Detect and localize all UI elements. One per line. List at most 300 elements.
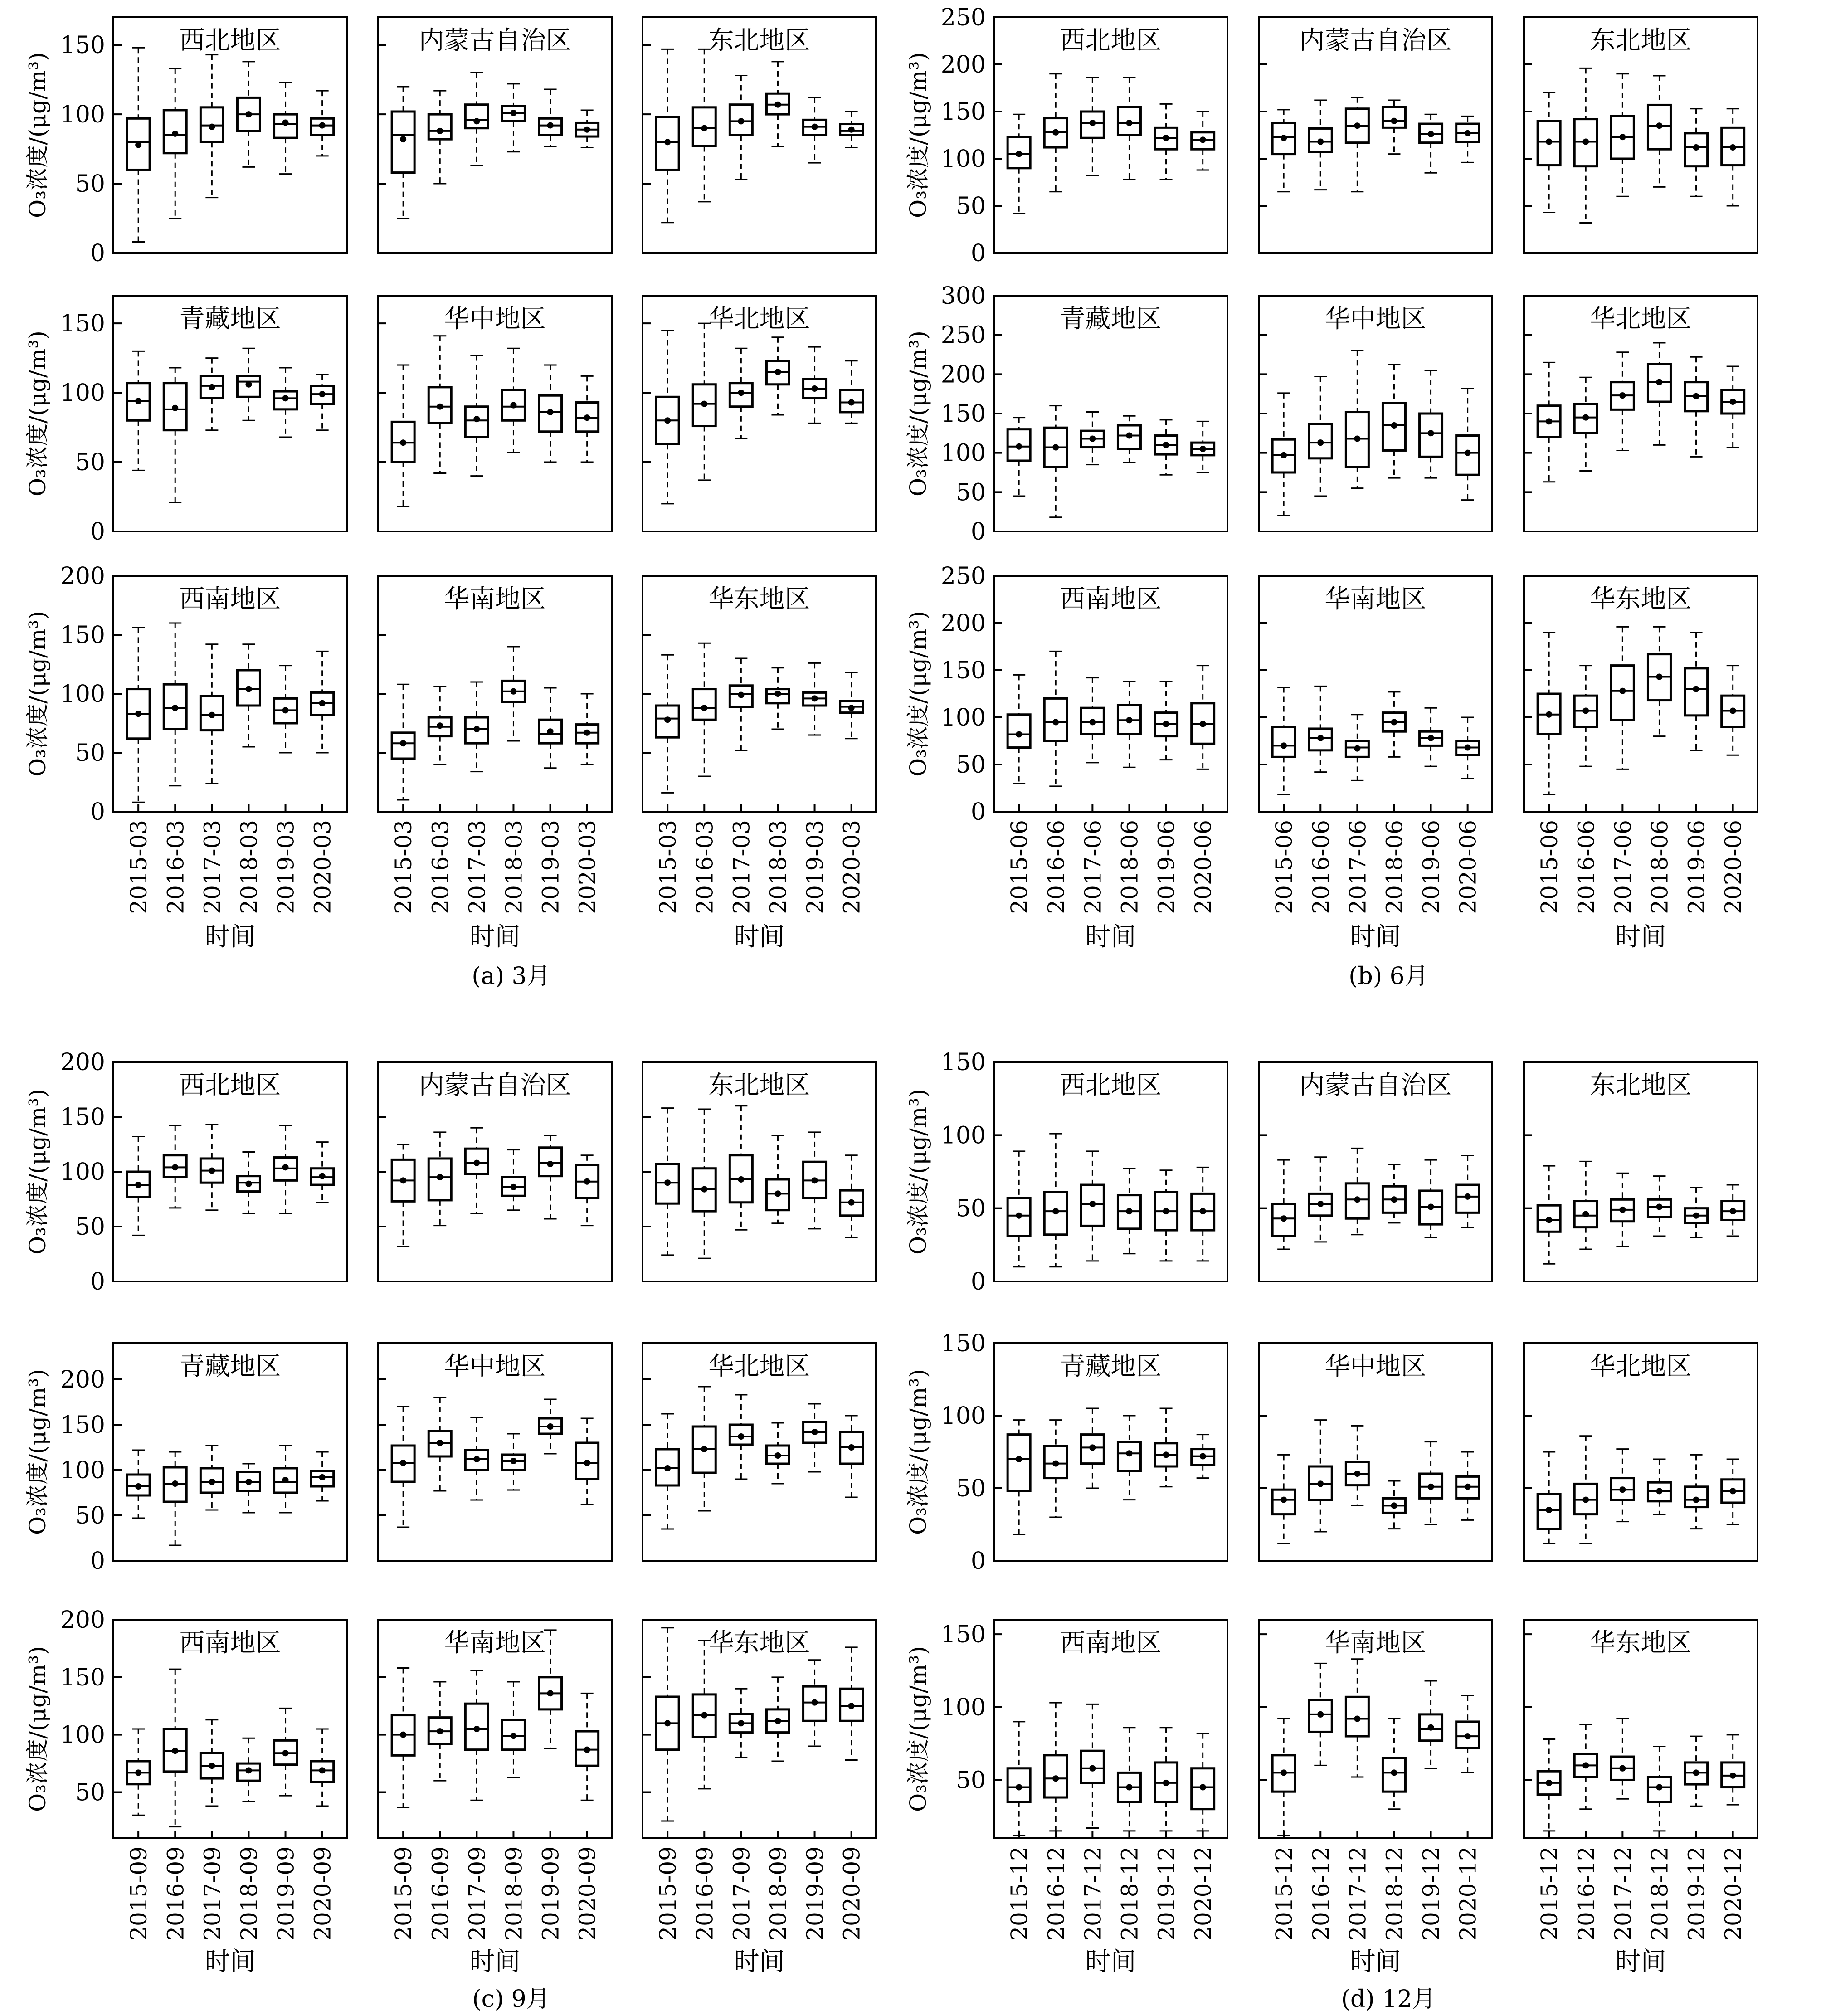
fig-a-panel-1-1-box-3-mean (510, 402, 516, 409)
fig-b-panel-1-0-box-0-mean (1016, 443, 1022, 450)
fig-d-panel-2-1-box-2-xtick-label: 2017-12 (1344, 1846, 1371, 1941)
fig-d-panel-2-1-box-3-mean (1391, 1769, 1397, 1776)
fig-a-panel-2-1-box-3-mean (510, 688, 516, 695)
fig-a-panel-2-2-box-3-mean (774, 691, 781, 697)
fig-d-panel-2-1-box-4-xtick-label: 2019-12 (1418, 1846, 1445, 1941)
fig-d-panel-1-0-ytick-label: 100 (940, 1402, 986, 1430)
fig-a-panel-0-2-box-0-mean (664, 139, 671, 145)
fig-c-panel-0-0-title: 西北地区 (179, 1071, 281, 1100)
fig-b-panel-2-0-ylabel: O₃浓度/(μg/m³) (905, 611, 931, 777)
fig-a-panel-2-0-box-5-mean (319, 700, 326, 706)
fig-a-panel-2-2-xlabel: 时间 (734, 922, 785, 952)
fig-d-panel-0-1-box-4-mean (1428, 1203, 1434, 1210)
fig-b-panel-2-0-box-2-mean (1089, 719, 1096, 725)
fig-c-panel-2-0-ylabel: O₃浓度/(μg/m³) (24, 1646, 51, 1812)
fig-a-panel-2-1-box-5-mean (584, 730, 590, 736)
fig-a-panel-2-0-box-5-xtick-label: 2020-03 (309, 820, 336, 914)
fig-c-panel-0-0-ytick-label: 100 (60, 1159, 105, 1186)
fig-d-panel-1-0-ylabel: O₃浓度/(μg/m³) (905, 1369, 931, 1535)
fig-b-panel-2-0-box-5-mean (1200, 721, 1206, 727)
fig-c-panel-1-1-title: 华中地区 (444, 1352, 546, 1381)
fig-a-panel-1-2-box-4-mean (812, 385, 818, 392)
fig-b-panel-2-0-box-0-mean (1016, 731, 1022, 737)
fig-d-panel-1-0-ytick-label: 150 (940, 1330, 986, 1357)
fig-a-panel-1-1-box-4-mean (547, 409, 554, 415)
fig-b-panel-1-1-title: 华中地区 (1324, 304, 1427, 334)
fig-c-panel-2-1-box-3-mean (510, 1733, 516, 1739)
fig-c-panel-2-2-box-3-xtick-label: 2018-09 (765, 1846, 792, 1941)
fig-d-panel-2-1-box-0-mean (1281, 1769, 1287, 1776)
fig-c-panel-0-2-title: 东北地区 (708, 1071, 810, 1100)
fig-b-panel-0-0-box-3-mean (1126, 120, 1132, 126)
fig-a-panel-2-0-box-0-xtick-label: 2015-03 (126, 820, 152, 914)
fig-b-panel-0-0-ytick-label: 250 (940, 4, 986, 31)
fig-b-caption: (b) 6月 (1349, 963, 1428, 990)
fig-d-panel-2-1-box-0-xtick-label: 2015-12 (1271, 1846, 1298, 1941)
fig-d-panel-2-1-box-1-xtick-label: 2016-12 (1308, 1846, 1334, 1941)
fig-c-panel-2-0-ytick-label: 50 (75, 1779, 105, 1807)
fig-b-panel-2-2-box-3-mean (1656, 674, 1662, 680)
fig-c-panel-2-1-box-2-mean (473, 1726, 480, 1732)
fig-a-panel-0-0-ytick-label: 100 (60, 101, 105, 129)
fig-a-panel-1-0-box-2-mean (209, 384, 215, 390)
fig-c-panel-0-0-box-0-mean (135, 1182, 141, 1188)
fig-b-panel-2-2-box-0-mean (1546, 711, 1552, 718)
fig-b-panel-2-2-box-0-xtick-label: 2015-06 (1536, 820, 1563, 914)
fig-b-panel-2-1-box-3-mean (1391, 719, 1397, 725)
fig-d-panel-1-0-title: 青藏地区 (1060, 1352, 1162, 1381)
fig-a-panel-2-0-ytick-label: 150 (60, 622, 105, 649)
fig-a-panel-2-2-box-1-mean (701, 705, 707, 711)
fig-c-caption: (c) 9月 (472, 1986, 550, 2013)
fig-a-panel-0-1-box-1-mean (437, 128, 443, 134)
fig-a-panel-1-0-ytick-label: 0 (90, 518, 105, 545)
fig-a-panel-1-0-ytick-label: 50 (75, 449, 105, 477)
fig-d-panel-1-1-box-0-mean (1281, 1497, 1287, 1503)
fig-a-panel-0-0-box-3-mean (245, 111, 252, 117)
fig-b-panel-2-0-box-0-xtick-label: 2015-06 (1006, 820, 1033, 914)
fig-c-panel-0-2-box-5-mean (848, 1199, 855, 1206)
fig-c-panel-2-2-xlabel: 时间 (734, 1947, 785, 1977)
fig-b-panel-2-0-ytick-label: 150 (940, 657, 986, 684)
fig-a-panel-2-1-box-2-mean (473, 726, 480, 732)
fig-b-panel-1-0-title: 青藏地区 (1060, 304, 1162, 334)
fig-b-panel-1-0-ytick-label: 0 (970, 518, 986, 545)
fig-a-panel-2-1-box-2-xtick-label: 2017-03 (464, 820, 491, 914)
fig-c-panel-2-0-title: 西南地区 (179, 1628, 281, 1658)
fig-b-panel-1-0-ytick-label: 300 (940, 282, 986, 310)
fig-a-panel-0-2-title: 东北地区 (708, 26, 810, 55)
fig-d-panel-2-0-box-2-mean (1089, 1765, 1096, 1772)
fig-c-panel-2-1-box-4-xtick-label: 2019-09 (537, 1846, 564, 1941)
fig-b-panel-0-0-ytick-label: 150 (940, 98, 986, 126)
fig-d-panel-2-0-ylabel: O₃浓度/(μg/m³) (905, 1646, 931, 1812)
fig-c-panel-1-1-box-2-mean (473, 1456, 480, 1462)
fig-a-panel-1-0-ytick-label: 100 (60, 380, 105, 407)
fig-c-panel-2-0-box-1-xtick-label: 2016-09 (162, 1846, 189, 1941)
fig-b-panel-2-0-box-5-xtick-label: 2020-06 (1190, 820, 1217, 914)
fig-d-panel-0-0-box-4-mean (1163, 1208, 1169, 1214)
fig-d-panel-1-0-box-4-mean (1163, 1451, 1169, 1458)
fig-c-panel-2-0-ytick-label: 100 (60, 1721, 105, 1749)
fig-c-panel-0-0-ytick-label: 150 (60, 1104, 105, 1131)
fig-a-panel-2-2-box-2-mean (738, 692, 744, 698)
fig-d-panel-2-0-box-0-xtick-label: 2015-12 (1006, 1846, 1033, 1941)
fig-d-panel-2-1-box-5-xtick-label: 2020-12 (1455, 1846, 1481, 1941)
fig-a-panel-2-2-box-1-iqr (693, 689, 716, 720)
fig-a-panel-0-2-box-2-mean (738, 118, 744, 124)
fig-a-panel-2-0-ytick-label: 200 (60, 563, 105, 590)
fig-d-panel-1-2-box-0-mean (1546, 1507, 1552, 1513)
fig-d-panel-2-0-ytick-label: 100 (940, 1694, 986, 1721)
fig-c-panel-2-2-box-2-xtick-label: 2017-09 (728, 1846, 755, 1941)
fig-a-panel-1-2-box-5-mean (848, 399, 855, 406)
fig-d-panel-1-0-box-1-mean (1052, 1461, 1059, 1467)
fig-d-panel-2-0-box-5-xtick-label: 2020-12 (1190, 1846, 1217, 1941)
fig-c-panel-0-1-box-2-mean (473, 1160, 480, 1166)
fig-b-panel-1-1-box-5-mean (1465, 450, 1471, 456)
fig-b-panel-2-1-box-4-mean (1428, 735, 1434, 741)
fig-c-panel-2-0-box-1-mean (172, 1748, 178, 1754)
fig-a-panel-1-0-box-0-mean (135, 398, 141, 404)
fig-c-panel-2-2-box-0-mean (664, 1720, 671, 1726)
fig-a-panel-1-2-box-2-mean (738, 390, 744, 396)
fig-b-panel-2-2-box-1-mean (1582, 707, 1589, 714)
fig-a-panel-2-1-xlabel: 时间 (469, 922, 521, 952)
fig-c-panel-0-0-box-1-mean (172, 1164, 178, 1170)
fig-d-panel-0-2-box-1-mean (1582, 1211, 1589, 1217)
fig-c-panel-1-0-ytick-label: 50 (75, 1502, 105, 1529)
fig-b-panel-2-2-box-4-mean (1693, 686, 1699, 692)
fig-d-panel-2-0-ytick-label: 50 (955, 1767, 986, 1794)
fig-b-panel-2-1-box-5-xtick-label: 2020-06 (1455, 820, 1481, 914)
fig-c-panel-2-1-box-3-xtick-label: 2018-09 (501, 1846, 527, 1941)
fig-c-panel-2-0-box-3-xtick-label: 2018-09 (236, 1846, 263, 1941)
fig-c-panel-2-1-box-1-mean (437, 1728, 443, 1734)
fig-d-panel-0-1-box-3-mean (1391, 1196, 1397, 1203)
fig-b-panel-1-2-box-4-mean (1693, 393, 1699, 399)
fig-b-panel-0-2-title: 东北地区 (1590, 26, 1692, 55)
fig-b-panel-2-1-box-0-mean (1281, 742, 1287, 749)
fig-a-panel-0-0-ytick-label: 0 (90, 240, 105, 267)
fig-a-panel-0-0-box-4-mean (282, 119, 289, 126)
fig-a-panel-2-1-box-3-xtick-label: 2018-03 (501, 820, 527, 914)
fig-c-panel-2-2-box-0-xtick-label: 2015-09 (655, 1846, 682, 1941)
fig-b-panel-2-0-ytick-label: 0 (970, 799, 986, 826)
fig-b-panel-2-2-box-5-xtick-label: 2020-06 (1720, 820, 1747, 914)
fig-d-panel-1-0-box-2-mean (1089, 1444, 1096, 1451)
fig-b-panel-2-0-ytick-label: 250 (940, 563, 986, 590)
fig-b-panel-2-1-box-2-xtick-label: 2017-06 (1344, 820, 1371, 914)
fig-a-panel-2-2-box-4-xtick-label: 2019-03 (802, 820, 828, 914)
fig-a-panel-2-0-box-3-mean (245, 686, 252, 692)
fig-c-panel-1-1-box-1-mean (437, 1440, 443, 1446)
fig-b-panel-1-2-box-2-mean (1619, 392, 1626, 399)
fig-b-panel-2-1-xlabel: 时间 (1350, 922, 1401, 952)
fig-b-panel-0-2-box-1-mean (1582, 139, 1589, 145)
fig-d-panel-0-2-box-5-mean (1730, 1208, 1736, 1214)
fig-a-panel-0-1-box-1-iqr (428, 114, 451, 139)
fig-d-panel-1-2-box-3-mean (1656, 1488, 1662, 1494)
fig-c-panel-2-1-box-5-xtick-label: 2020-09 (574, 1846, 601, 1941)
fig-d-panel-1-1-box-1-mean (1317, 1480, 1324, 1487)
fig-d-panel-2-2-box-0-xtick-label: 2015-12 (1536, 1846, 1563, 1941)
fig-a-panel-2-1-box-1-xtick-label: 2016-03 (427, 820, 454, 914)
fig-d-panel-2-2-box-5-mean (1730, 1773, 1736, 1779)
fig-a-panel-1-1-box-1-mean (437, 404, 443, 410)
fig-c-panel-1-2-box-1-mean (701, 1446, 707, 1452)
fig-b-panel-1-0-box-5-mean (1200, 446, 1206, 452)
fig-d-panel-2-2-box-1-mean (1582, 1762, 1589, 1768)
fig-b-panel-2-1-box-2-mean (1354, 745, 1360, 752)
fig-d-panel-1-0-box-3-mean (1126, 1450, 1132, 1456)
fig-b-panel-2-0-box-4-mean (1163, 721, 1169, 727)
fig-d-caption: (d) 12月 (1341, 1986, 1436, 2013)
fig-b-panel-0-0-box-2-mean (1089, 120, 1096, 126)
fig-c-panel-2-1-title: 华南地区 (444, 1628, 546, 1658)
fig-c-panel-2-1-box-2-xtick-label: 2017-09 (464, 1846, 491, 1941)
fig-d-panel-2-2-box-2-mean (1619, 1765, 1626, 1772)
fig-d-panel-0-0-box-0-mean (1016, 1213, 1022, 1219)
fig-a-panel-2-1-box-0-mean (400, 740, 406, 746)
fig-a-panel-2-2-title: 华东地区 (708, 584, 810, 614)
fig-c-panel-2-2-box-1-xtick-label: 2016-09 (691, 1846, 718, 1941)
fig-b-panel-2-0-xlabel: 时间 (1085, 922, 1136, 952)
fig-d-panel-1-0-ytick-label: 50 (955, 1475, 986, 1502)
fig-a-panel-2-0-box-4-mean (282, 707, 289, 713)
fig-b-panel-2-1-title: 华南地区 (1324, 584, 1427, 614)
fig-b-panel-2-2-xlabel: 时间 (1615, 922, 1666, 952)
fig-b-panel-1-0-ytick-label: 200 (940, 361, 986, 389)
fig-b-panel-2-2-box-2-mean (1619, 688, 1626, 694)
fig-b-panel-0-1-box-3-mean (1391, 118, 1397, 124)
fig-c-panel-2-0-box-0-xtick-label: 2015-09 (126, 1846, 152, 1941)
fig-a-panel-2-0-box-2-xtick-label: 2017-03 (199, 820, 226, 914)
fig-d-panel-1-1-box-3-mean (1391, 1502, 1397, 1509)
fig-d-panel-2-0-box-0-mean (1016, 1784, 1022, 1791)
fig-c-panel-0-1-box-0-mean (400, 1177, 406, 1183)
fig-a-panel-2-0-box-2-mean (209, 712, 215, 718)
fig-d-panel-0-0-ytick-label: 0 (970, 1268, 986, 1295)
fig-b-panel-2-0-box-3-mean (1126, 717, 1132, 723)
fig-a-panel-0-1-box-2-mean (473, 118, 480, 124)
fig-c-panel-2-0-box-4-mean (282, 1750, 289, 1756)
fig-b-panel-0-2-box-4-mean (1693, 144, 1699, 151)
fig-b-panel-0-1-box-4-mean (1428, 131, 1434, 137)
fig-c-panel-2-0-box-5-xtick-label: 2020-09 (309, 1846, 336, 1941)
fig-c-panel-1-0-title: 青藏地区 (179, 1352, 281, 1381)
fig-b-panel-2-0-box-1-mean (1052, 719, 1059, 725)
fig-d-panel-2-2-box-3-xtick-label: 2018-12 (1646, 1846, 1673, 1941)
fig-b-panel-0-0-box-1-mean (1052, 129, 1059, 136)
fig-c-panel-2-2-box-4-mean (812, 1699, 818, 1706)
fig-d-panel-2-1-box-2-mean (1354, 1716, 1360, 1722)
fig-d-panel-0-0-box-1-mean (1052, 1208, 1059, 1214)
fig-c-panel-2-2-title: 华东地区 (708, 1628, 810, 1658)
fig-d-panel-2-0-box-3-xtick-label: 2018-12 (1116, 1846, 1143, 1941)
fig-a-panel-0-0-ytick-label: 50 (75, 170, 105, 198)
fig-b-panel-1-1-box-1-mean (1317, 439, 1324, 446)
fig-b-panel-0-0-ylabel: O₃浓度/(μg/m³) (905, 52, 931, 218)
fig-a-panel-1-2-box-3-mean (774, 369, 781, 375)
fig-a-panel-2-1-box-4-mean (547, 728, 554, 735)
fig-d-panel-1-2-box-2-mean (1619, 1486, 1626, 1493)
fig-a-panel-1-2-title: 华北地区 (708, 304, 810, 334)
fig-c-panel-1-0-box-2-mean (209, 1479, 215, 1485)
fig-c-panel-2-2-box-5-mean (848, 1703, 855, 1709)
fig-a-panel-0-1-box-5-mean (584, 127, 590, 133)
fig-a-panel-2-1-box-0-xtick-label: 2015-03 (390, 820, 417, 914)
fig-a-panel-0-0-box-5-mean (319, 122, 326, 129)
fig-d-panel-1-2-box-1-mean (1582, 1497, 1589, 1503)
fig-c-panel-1-0-ytick-label: 100 (60, 1457, 105, 1484)
fig-b-panel-0-0-box-5-mean (1200, 136, 1206, 143)
fig-a-panel-1-1-box-2-mean (473, 416, 480, 422)
fig-c-panel-2-1-box-4-mean (547, 1690, 554, 1696)
fig-d-panel-1-0-box-5-mean (1200, 1453, 1206, 1460)
fig-d-panel-0-0-title: 西北地区 (1060, 1071, 1162, 1100)
fig-a-panel-2-1-box-5-xtick-label: 2020-03 (574, 820, 601, 914)
fig-d-panel-0-1-box-1-mean (1317, 1201, 1324, 1207)
fig-b-panel-2-1-box-4-xtick-label: 2019-06 (1418, 820, 1445, 914)
fig-d-panel-2-0-title: 西南地区 (1060, 1628, 1162, 1658)
fig-a-panel-2-0-ytick-label: 0 (90, 799, 105, 826)
fig-c-panel-0-2-box-3-mean (774, 1190, 781, 1197)
fig-c-panel-0-0-ytick-label: 200 (60, 1049, 105, 1076)
fig-b-panel-2-1-box-1-mean (1317, 735, 1324, 741)
fig-c-panel-2-1-box-0-xtick-label: 2015-09 (390, 1846, 417, 1941)
fig-a-panel-2-2-box-5-mean (848, 705, 855, 711)
fig-b-panel-2-1-box-0-iqr (1272, 727, 1295, 757)
fig-d-panel-2-1-box-4-mean (1428, 1724, 1434, 1731)
fig-c-panel-2-0-box-2-xtick-label: 2017-09 (199, 1846, 226, 1941)
fig-a-panel-2-0-xlabel: 时间 (204, 922, 256, 952)
fig-a-panel-0-2-box-5-mean (848, 127, 855, 133)
fig-d-panel-2-0-box-3-mean (1126, 1784, 1132, 1791)
fig-a-panel-1-1-title: 华中地区 (444, 304, 546, 334)
fig-a-panel-1-0-box-4-mean (282, 395, 289, 401)
fig-c-panel-1-0-ytick-label: 200 (60, 1366, 105, 1393)
fig-d-panel-2-0-xlabel: 时间 (1085, 1947, 1136, 1977)
fig-a-panel-2-0-ylabel: O₃浓度/(μg/m³) (24, 611, 51, 777)
fig-b-panel-0-2-box-3-mean (1656, 122, 1662, 129)
fig-c-panel-0-2-box-2-mean (738, 1176, 744, 1183)
fig-c-panel-1-0-box-3-mean (245, 1479, 252, 1485)
fig-b-panel-0-1-box-3-iqr (1383, 107, 1405, 128)
fig-b-panel-2-0-box-3-xtick-label: 2018-06 (1116, 820, 1143, 914)
fig-d-panel-0-2-box-3-mean (1656, 1203, 1662, 1210)
fig-d-panel-2-1-xlabel: 时间 (1350, 1947, 1401, 1977)
fig-d-panel-0-2-box-2-mean (1619, 1207, 1626, 1213)
fig-d-panel-1-0-ytick-label: 0 (970, 1548, 986, 1575)
fig-a-panel-1-2-box-1-mean (701, 401, 707, 407)
fig-d-panel-1-1-box-5-mean (1465, 1484, 1471, 1490)
fig-a-caption: (a) 3月 (472, 963, 550, 990)
fig-a-panel-2-2-box-2-xtick-label: 2017-03 (728, 820, 755, 914)
fig-c-panel-2-1-box-5-mean (584, 1747, 590, 1753)
fig-a-panel-2-2-box-5-xtick-label: 2020-03 (838, 820, 865, 914)
fig-b-panel-2-1-box-1-xtick-label: 2016-06 (1308, 820, 1334, 914)
fig-c-panel-2-0-xlabel: 时间 (204, 1947, 256, 1977)
fig-c-panel-2-2-box-5-xtick-label: 2020-09 (838, 1846, 865, 1941)
fig-d-panel-0-1-box-5-mean (1465, 1193, 1471, 1200)
fig-c-panel-2-0-box-0-mean (135, 1769, 141, 1776)
fig-a-panel-1-0-ylabel: O₃浓度/(μg/m³) (24, 331, 51, 497)
fig-c-panel-0-1-box-3-mean (510, 1184, 516, 1190)
fig-d-panel-2-2-box-0-mean (1546, 1780, 1552, 1786)
fig-b-panel-0-0-ytick-label: 50 (955, 193, 986, 220)
fig-c-panel-1-0-box-4-mean (282, 1477, 289, 1483)
fig-c-panel-2-0-box-2-mean (209, 1763, 215, 1769)
fig-c-panel-1-2-box-2-mean (738, 1433, 744, 1440)
fig-a-panel-0-2-box-3-mean (774, 102, 781, 108)
fig-a-panel-2-2-box-0-mean (664, 716, 671, 723)
fig-b-panel-1-2-title: 华北地区 (1590, 304, 1692, 334)
fig-d-panel-2-1-title: 华南地区 (1324, 1628, 1427, 1658)
fig-c-panel-0-1-box-5-mean (584, 1178, 590, 1185)
fig-b-panel-2-2-box-4-xtick-label: 2019-06 (1683, 820, 1710, 914)
fig-b-panel-1-0-box-3-mean (1126, 433, 1132, 439)
fig-c-panel-0-0-ylabel: O₃浓度/(μg/m³) (24, 1089, 51, 1255)
fig-b-panel-1-2-box-3-mean (1656, 379, 1662, 385)
fig-c-panel-1-0-box-1-mean (172, 1480, 178, 1487)
fig-a-panel-1-2-box-0-mean (664, 417, 671, 424)
fig-a-panel-0-2-box-1-mean (701, 125, 707, 131)
fig-b-panel-2-0-box-1-xtick-label: 2016-06 (1043, 820, 1070, 914)
fig-c-panel-2-0-ytick-label: 200 (60, 1607, 105, 1634)
fig-d-panel-2-1-box-5-mean (1465, 1733, 1471, 1739)
fig-b-panel-0-1-title: 内蒙古自治区 (1299, 26, 1452, 55)
fig-c-panel-1-0-ytick-label: 150 (60, 1412, 105, 1439)
fig-c-panel-0-2-box-1-mean (701, 1186, 707, 1193)
fig-a-panel-0-0-title: 西北地区 (179, 26, 281, 55)
fig-b-panel-0-1-box-2-mean (1354, 122, 1360, 129)
fig-d-panel-0-2-title: 东北地区 (1590, 1071, 1692, 1100)
fig-c-panel-1-1-box-4-mean (547, 1423, 554, 1430)
fig-c-panel-0-1-box-1-mean (437, 1174, 443, 1180)
fig-b-panel-0-2-box-2-mean (1619, 134, 1626, 140)
fig-b-panel-1-2-box-5-mean (1730, 399, 1736, 405)
fig-b-panel-0-0-box-4-mean (1163, 135, 1169, 141)
fig-a-panel-0-1-box-4-mean (547, 122, 554, 129)
fig-c-panel-2-2-box-4-xtick-label: 2019-09 (802, 1846, 828, 1941)
fig-a-panel-0-0-ytick-label: 150 (60, 32, 105, 59)
fig-d-panel-2-2-box-4-mean (1693, 1769, 1699, 1776)
fig-a-panel-2-2-box-3-xtick-label: 2018-03 (765, 820, 792, 914)
fig-b-panel-0-0-title: 西北地区 (1060, 26, 1162, 55)
fig-c-panel-1-1-box-3-mean (510, 1458, 516, 1464)
fig-c-panel-2-1-box-1-xtick-label: 2016-09 (427, 1846, 454, 1941)
fig-a-panel-1-0-title: 青藏地区 (179, 304, 281, 334)
fig-d-panel-1-1-title: 华中地区 (1324, 1352, 1427, 1381)
fig-b-panel-1-0-box-2-mean (1089, 435, 1096, 442)
fig-a-panel-1-0-box-1-mean (172, 405, 178, 411)
fig-b-panel-2-2-box-2-xtick-label: 2017-06 (1610, 820, 1636, 914)
fig-a-panel-1-1-box-5-mean (584, 414, 590, 421)
fig-a-panel-2-0-box-4-xtick-label: 2019-03 (273, 820, 299, 914)
fig-c-panel-1-2-box-3-mean (774, 1452, 781, 1459)
fig-d-panel-2-2-xlabel: 时间 (1615, 1947, 1666, 1977)
fig-b-panel-0-0-box-0-mean (1016, 151, 1022, 157)
fig-a-panel-0-1-box-3-mean (510, 110, 516, 116)
fig-b-panel-1-0-ylabel: O₃浓度/(μg/m³) (905, 331, 931, 497)
fig-d-panel-2-2-box-2-xtick-label: 2017-12 (1610, 1846, 1636, 1941)
fig-c-panel-1-1-box-5-mean (584, 1460, 590, 1466)
fig-c-panel-2-2-box-2-mean (738, 1720, 744, 1726)
fig-b-panel-1-1-box-4-mean (1428, 430, 1434, 436)
fig-a-panel-2-0-ytick-label: 50 (75, 740, 105, 767)
fig-c-panel-1-2-box-0-mean (664, 1465, 671, 1471)
